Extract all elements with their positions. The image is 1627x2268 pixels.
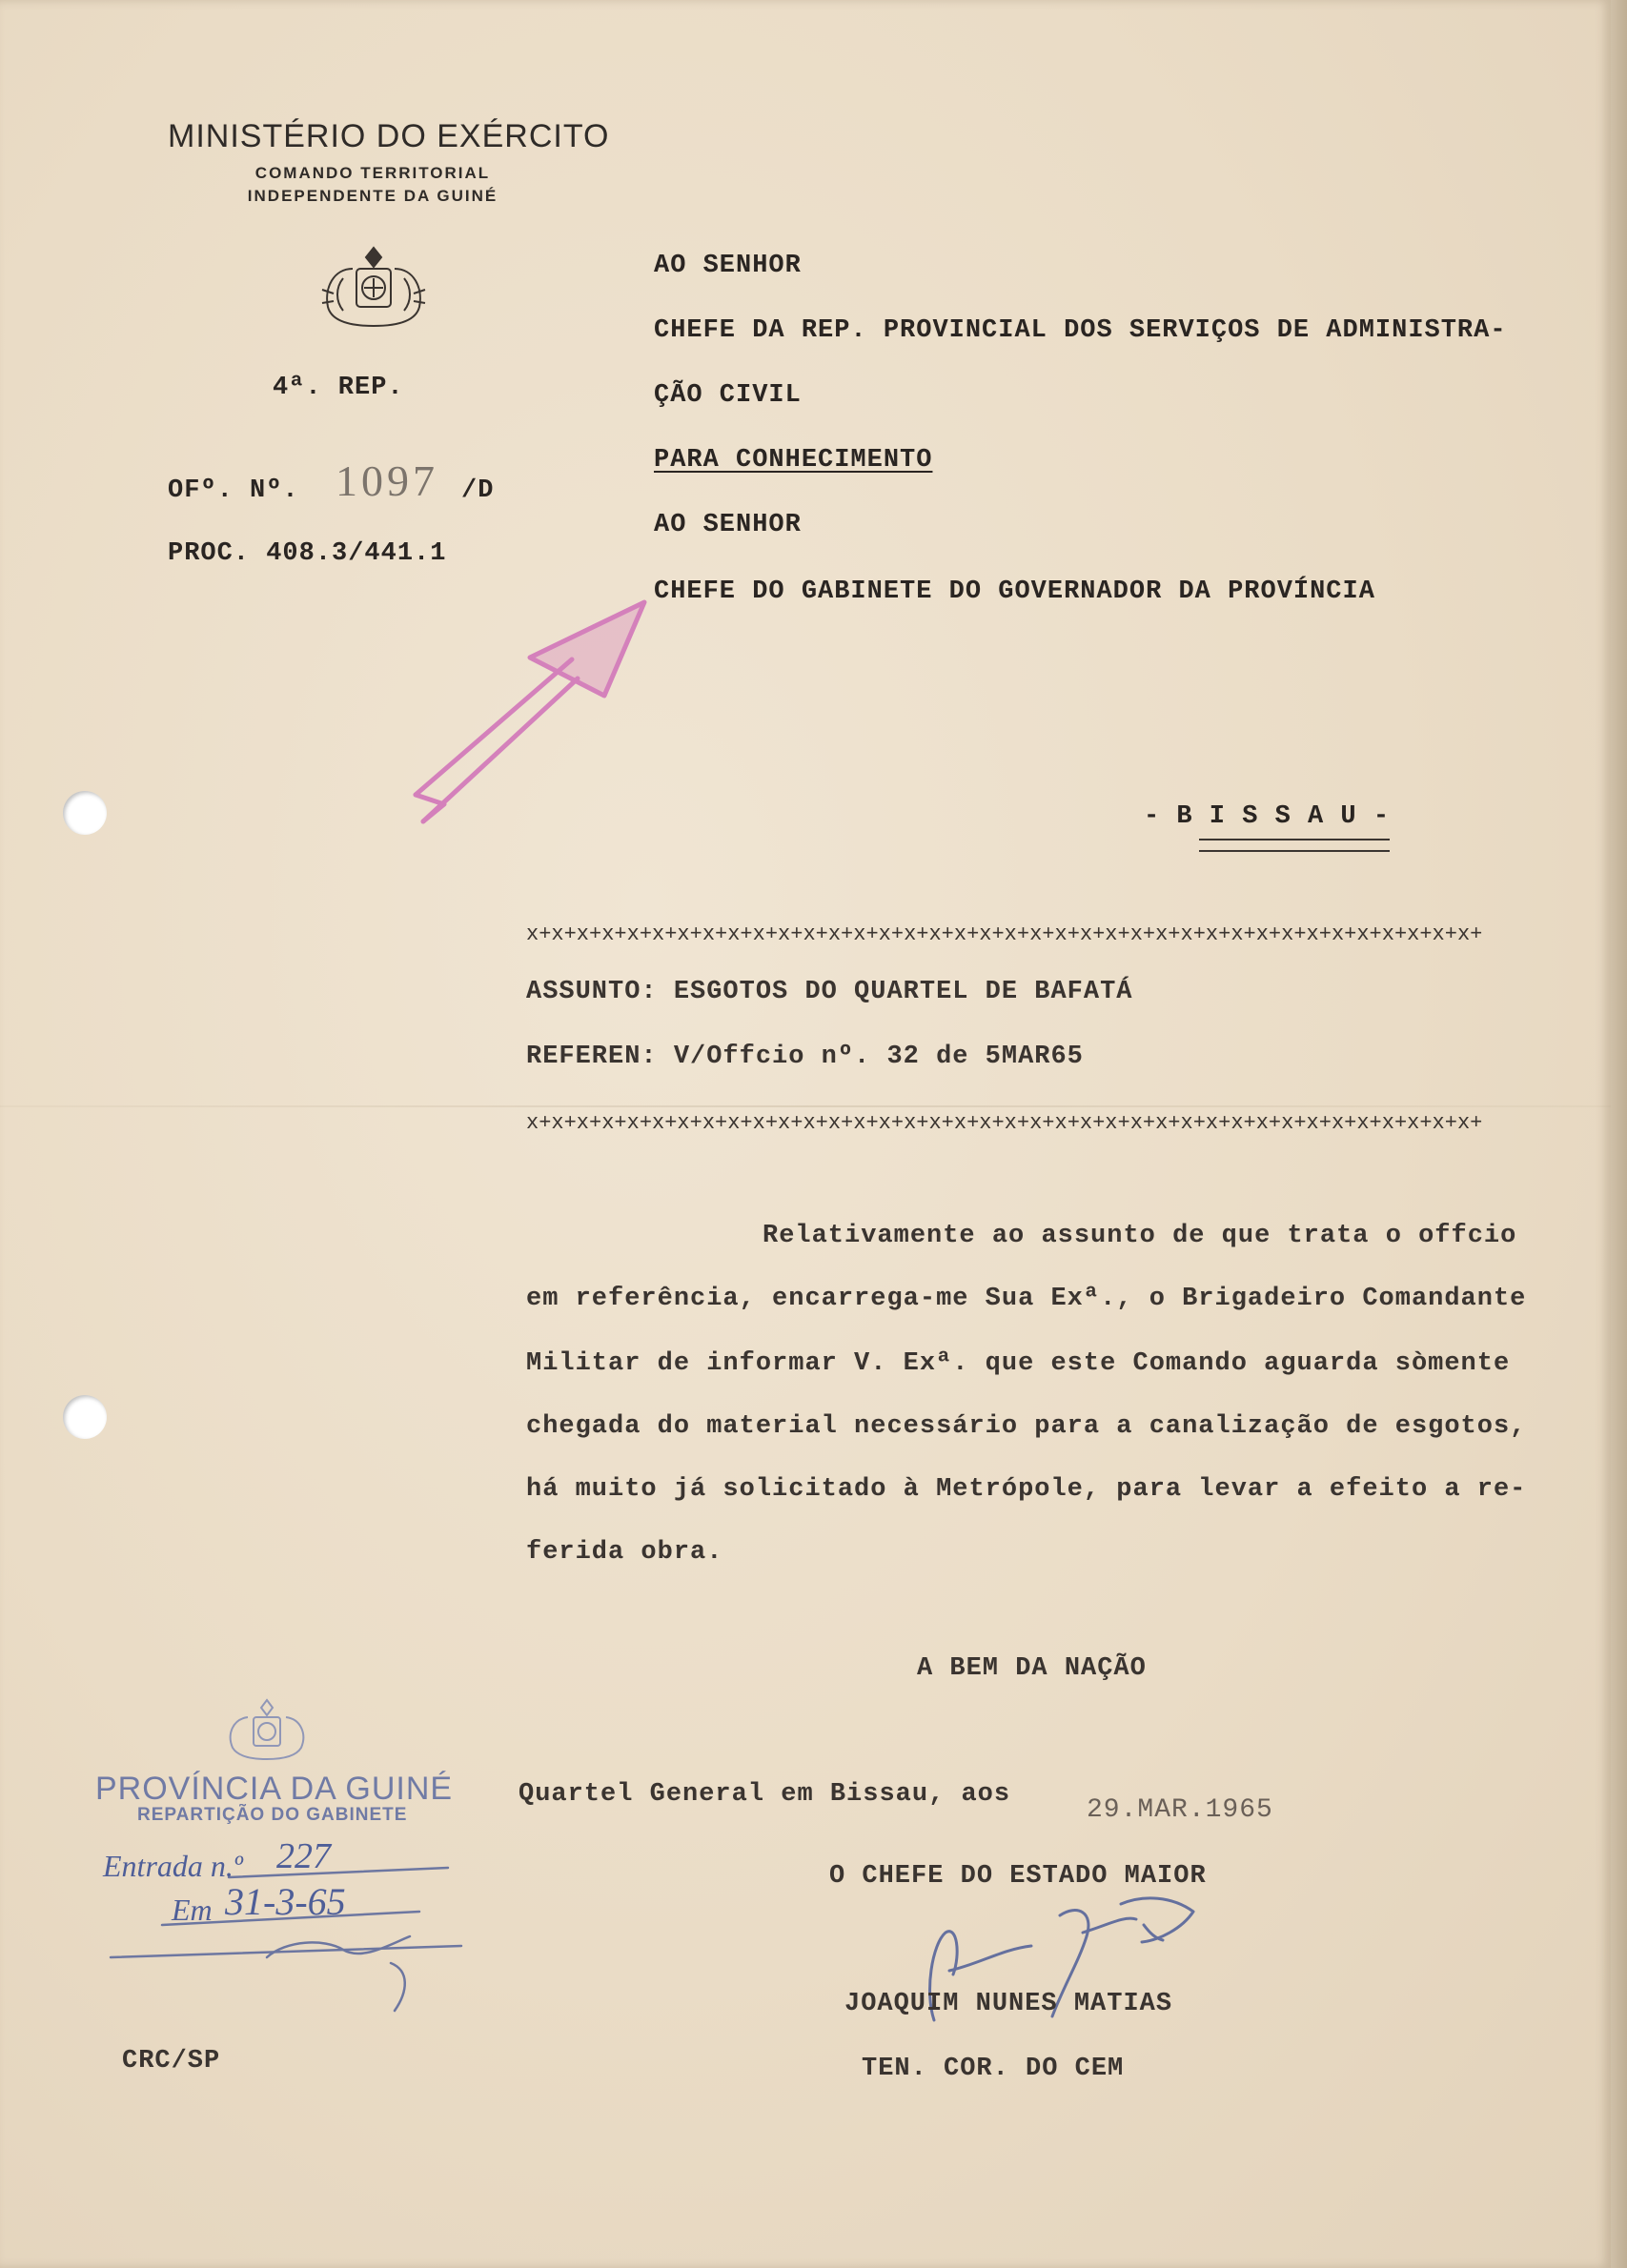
process-number: PROC. 408.3/441.1: [168, 539, 447, 568]
divider-bottom: x+x+x+x+x+x+x+x+x+x+x+x+x+x+x+x+x+x+x+x+x+x+x+x+x+x+x+x+x+x+x+x+x+x+x+x+x+x+: [526, 1111, 1483, 1135]
paper-fold: [0, 1105, 1611, 1107]
office-suffix: /D: [461, 476, 495, 505]
stamp-handwriting-lines: [105, 1858, 477, 2020]
location-underline: [1199, 839, 1390, 852]
command-line1: COMANDO TERRITORIAL: [254, 164, 491, 182]
command-line2: INDEPENDENTE DA GUINÉ: [247, 187, 498, 205]
ministry-title: MINISTÉRIO DO EXÉRCITO: [168, 118, 610, 154]
subject-referen: REFEREN: V/Offcio nº. 32 de 5MAR65: [526, 1043, 1084, 1071]
stamp-emblem-icon: [221, 1696, 313, 1763]
body-line4: chegada do material necessário para a canalização de esgotos,: [526, 1412, 1527, 1441]
coat-of-arms-icon: [315, 240, 433, 332]
recipient-line4: PARA CONHECIMENTO: [654, 446, 933, 475]
stamp-date-value: 31-3-65: [225, 1880, 346, 1923]
body-line5: há muito já solicitado à Metrópole, para levar a efeito a re-: [526, 1475, 1527, 1504]
body-line6: ferida obra.: [526, 1538, 723, 1567]
pink-arrow-icon: [410, 591, 658, 839]
recipient-line5: AO SENHOR: [654, 511, 802, 539]
closing-place: Quartel General em Bissau, aos: [519, 1780, 1011, 1809]
office-number: 1097: [336, 456, 438, 505]
page-edge-shadow: [1611, 0, 1627, 2268]
recipient-line1: AO SENHOR: [654, 252, 802, 280]
punch-hole-top: [63, 791, 107, 835]
stamp-province: PROVÍNCIA DA GUINÉ: [95, 1771, 454, 1807]
divider-top: x+x+x+x+x+x+x+x+x+x+x+x+x+x+x+x+x+x+x+x+x+x+x+x+x+x+x+x+x+x+x+x+x+x+x+x+x+x+: [526, 922, 1483, 946]
recipient-line2: CHEFE DA REP. PROVINCIAL DOS SERVIÇOS DE ADMINISTRA-: [654, 316, 1507, 345]
signer-rank: TEN. COR. DO CEM: [862, 2055, 1125, 2083]
recipient-line3: ÇÃO CIVIL: [654, 381, 802, 410]
location-bissau: - B I S S A U -: [1144, 802, 1391, 831]
office-prefix: OFº. Nº.: [168, 476, 299, 505]
body-line2: em referência, encarrega-me Sua Exª., o Brigadeiro Comandante: [526, 1285, 1527, 1313]
body-line3: Militar de informar V. Exª. que este Comando aguarda sòmente: [526, 1349, 1511, 1378]
closing-salutation: A BEM DA NAÇÃO: [917, 1654, 1147, 1683]
date-stamp: 29.MAR.1965: [1087, 1795, 1273, 1825]
typist-initials: CRC/SP: [122, 2047, 221, 2076]
subject-assunto: ASSUNTO: ESGOTOS DO QUARTEL DE BAFATÁ: [526, 978, 1133, 1006]
recipient-line6: CHEFE DO GABINETE DO GOVERNADOR DA PROVÍNCIA: [654, 577, 1375, 606]
department-label: 4ª. REP.: [273, 374, 404, 402]
body-line1: Relativamente ao assunto de que trata o offcio: [763, 1222, 1517, 1250]
signer-title: O CHEFE DO ESTADO MAIOR: [829, 1862, 1207, 1891]
signer-name: JOAQUIM NUNES MATIAS: [844, 1990, 1173, 2018]
stamp-entry-value: 227: [276, 1836, 331, 1876]
stamp-department: REPARTIÇÃO DO GABINETE: [137, 1805, 408, 1825]
stamp-date-label: Em: [172, 1893, 213, 1927]
stamp-entry-label: Entrada n.º: [103, 1849, 243, 1883]
punch-hole-bottom: [63, 1395, 107, 1439]
